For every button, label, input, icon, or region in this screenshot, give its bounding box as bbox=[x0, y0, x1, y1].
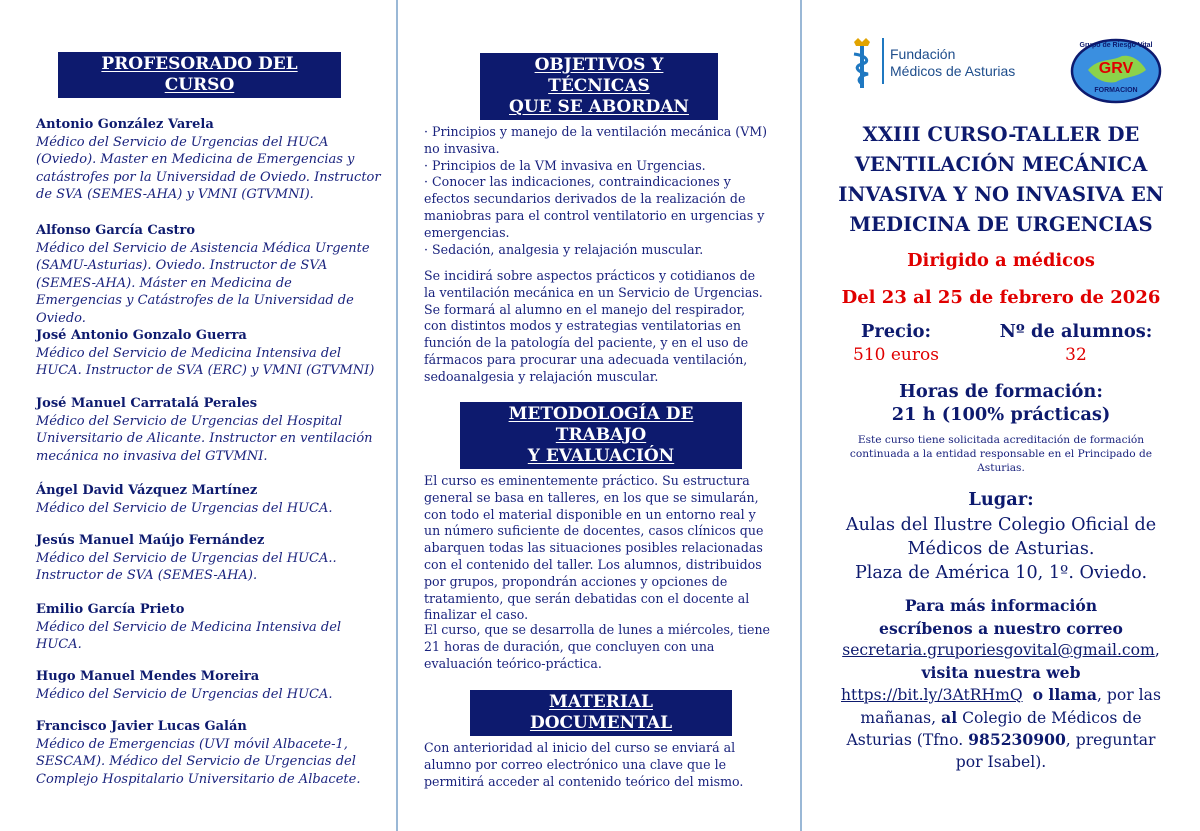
titulo-line1: XXIII CURSO-TALLER DE bbox=[862, 123, 1140, 146]
alumnos-valor: 32 bbox=[1065, 345, 1087, 365]
fundacion-emblem-icon bbox=[848, 36, 876, 90]
precio-label: Precio: bbox=[860, 321, 932, 342]
fundacion-logo-line1: Fundación bbox=[890, 46, 956, 62]
al: al bbox=[941, 707, 958, 727]
grv-logo-mid: GRV bbox=[1098, 60, 1134, 77]
contacto-info bbox=[826, 595, 1176, 773]
metodologia-parrafo-2: El curso, que se desarrolla de lunes a miércoles, tiene 21 horas de duración, que concluyen con una evaluación teórico-práctica. bbox=[424, 622, 771, 671]
objetivo-item: · Principios y manejo de la ventilación mecánica (VM) no invasiva. bbox=[424, 124, 768, 156]
profesor-nombre: Antonio González Varela bbox=[36, 117, 214, 132]
profesor-3 bbox=[36, 327, 381, 380]
por-isabel: por Isabel). bbox=[955, 752, 1047, 771]
profesor-2 bbox=[36, 222, 381, 327]
por-las: , por las bbox=[1096, 686, 1161, 704]
header-metodologia-line2: Y EVALUACIÓN bbox=[527, 446, 675, 466]
grv-logo bbox=[1070, 38, 1162, 104]
profesor-nombre: Ángel David Vázquez Martínez bbox=[36, 483, 258, 498]
objetivo-item: · Sedación, analgesia y relajación muscular. bbox=[424, 241, 704, 257]
header-material: MATERIAL DOCUMENTAL bbox=[470, 690, 732, 736]
grv-logo-bottom: FORMACION bbox=[1094, 87, 1138, 94]
preguntar: , preguntar bbox=[1065, 731, 1156, 749]
info-line1: Para más información bbox=[904, 596, 1098, 615]
profesor-desc: Médico del Servicio de Medicina Intensiva del HUCA. bbox=[36, 619, 342, 652]
objetivo-item: · Conocer las indicaciones, contraindicaciones y efectos secundarios derivados de la realización de maniobras para el control ventilatorio en urgencias y emergencias. bbox=[424, 174, 765, 240]
header-objetivos-line2: QUE SE ABORDAN bbox=[509, 97, 689, 117]
asturias-tfno: Asturias (Tfno. bbox=[846, 731, 964, 749]
profesor-1 bbox=[36, 116, 381, 204]
alumnos-label: Nº de alumnos: bbox=[999, 321, 1153, 342]
visita-web-label: visita nuestra web bbox=[921, 662, 1081, 682]
lugar-line3: Plaza de América 10, 1º. Oviedo. bbox=[854, 563, 1148, 583]
profesor-6 bbox=[36, 532, 381, 585]
precio-block bbox=[836, 320, 956, 367]
profesor-desc: Médico del Servicio de Asistencia Médica Urgente (SAMU-Asturias). Oviedo. Instructor de SVA (SEMES-AHA). Máster en Medicina de Emergencias y Catástrofes de la Universidad de Oviedo. bbox=[36, 240, 370, 326]
profesor-desc: Médico del Servicio de Urgencias del Hospital Universitario de Alicante. Instructor en ventilación mecánica no invasiva del GTVMNI. bbox=[36, 413, 373, 464]
fechas-curso: Del 23 al 25 de febrero de 2026 bbox=[841, 287, 1161, 308]
curso-titulo bbox=[826, 120, 1176, 240]
profesor-4 bbox=[36, 395, 381, 465]
profesor-desc: Médico del Servicio de Medicina Intensiva del HUCA. Instructor de SVA (ERC) y VMNI (GTVMNI) bbox=[36, 345, 375, 378]
header-objetivos bbox=[480, 53, 718, 120]
profesor-8 bbox=[36, 668, 381, 703]
profesor-nombre: José Antonio Gonzalo Guerra bbox=[36, 328, 247, 343]
profesor-nombre: Francisco Javier Lucas Galán bbox=[36, 719, 247, 734]
dirigido-a: Dirigido a médicos bbox=[907, 250, 1095, 271]
profesor-nombre: Emilio García Prieto bbox=[36, 602, 185, 617]
profesor-desc: Médico del Servicio de Urgencias del HUCA (Oviedo). Master en Medicina de Emergencias y catástrofes por la Universidad de Oviedo. Instructor de SVA (SEMES-AHA) y VMNI (GTVMNI). bbox=[36, 134, 381, 202]
column-divider-right bbox=[800, 0, 802, 831]
alumnos-block bbox=[992, 320, 1160, 367]
objetivo-item: · Principios de la VM invasiva en Urgencias. bbox=[424, 157, 706, 173]
acreditacion-nota: Este curso tiene solicitada acreditación de formación continuada a la entidad responsable en el Principado de Asturias. bbox=[849, 434, 1153, 474]
correo-coma: , bbox=[1154, 641, 1160, 659]
profesor-desc: Médico del Servicio de Urgencias del HUCA.. Instructor de SVA (SEMES-AHA). bbox=[36, 550, 337, 583]
header-metodologia-line1: METODOLOGÍA DE TRABAJO bbox=[508, 404, 694, 445]
titulo-line2: VENTILACIÓN MECÁNICA bbox=[854, 153, 1148, 176]
colegio: Colegio de Médicos de bbox=[962, 708, 1142, 727]
objetivos-list bbox=[424, 124, 770, 258]
lugar-label: Lugar: bbox=[968, 489, 1034, 510]
fundacion-logo bbox=[848, 34, 1028, 90]
profesor-desc: Médico de Emergencias (UVI móvil Albacete-1, SESCAM). Médico del Servicio de Urgencias del Complejo Hospitalario Universitario de Albacete. bbox=[36, 736, 361, 787]
profesor-desc: Médico del Servicio de Urgencias del HUCA. bbox=[36, 500, 333, 516]
lugar-line1: Aulas del Ilustre Colegio Oficial de bbox=[845, 515, 1157, 535]
material-parrafo: Con anterioridad al inicio del curso se enviará al alumno por correo electrónico una clave que le permitirá acceder al contenido teórico del mismo. bbox=[424, 740, 744, 789]
o-llama: o llama bbox=[1032, 685, 1097, 704]
grv-logo-top: Grupo de Riesgo Vital bbox=[1079, 42, 1153, 49]
profesor-9 bbox=[36, 718, 381, 788]
correo-link[interactable]: secretaria.gruporiesgovital@gmail.com bbox=[842, 641, 1155, 659]
profesor-nombre: Alfonso García Castro bbox=[36, 223, 196, 238]
lugar-direccion bbox=[826, 513, 1176, 585]
lugar-line2: Médicos de Asturias. bbox=[907, 539, 1095, 559]
fundacion-logo-line2: Médicos de Asturias bbox=[890, 63, 1016, 79]
profesor-7 bbox=[36, 601, 381, 654]
profesor-nombre: Hugo Manuel Mendes Moreira bbox=[36, 669, 260, 684]
column-divider-left bbox=[396, 0, 398, 831]
horas-line2: 21 h (100% prácticas) bbox=[891, 404, 1111, 425]
header-metodologia bbox=[460, 402, 742, 469]
web-link[interactable]: https://bit.ly/3AtRHmQ bbox=[841, 686, 1023, 704]
profesor-5 bbox=[36, 482, 381, 517]
profesor-nombre: José Manuel Carratalá Perales bbox=[36, 396, 258, 411]
titulo-line3: INVASIVA Y NO INVASIVA EN bbox=[838, 183, 1164, 206]
profesor-nombre: Jesús Manuel Maújo Fernández bbox=[36, 533, 265, 548]
metodologia-parrafo-1: El curso es eminentemente práctico. Su estructura general se basa en talleres, en los que se simularán, con todo el material disponible en un entorno real y un número suficiente de docentes, casos clínicos que abarquen todas las situaciones posibles relacionadas con el contenido del taller. Los alumnos, distribuidos por grupos, propondrán acciones y opciones de tratamiento, que serán debatidas con el docente al finalizar el caso. bbox=[424, 473, 764, 623]
telefono: 985230900 bbox=[968, 730, 1066, 749]
horas-formacion bbox=[826, 380, 1176, 426]
titulo-line4: MEDICINA DE URGENCIAS bbox=[849, 213, 1153, 236]
info-line2: escríbenos a nuestro correo bbox=[879, 618, 1123, 638]
fundacion-logo-text bbox=[890, 46, 1015, 80]
header-objetivos-line1: OBJETIVOS Y TÉCNICAS bbox=[534, 55, 664, 96]
horas-line1: Horas de formación: bbox=[899, 381, 1103, 402]
header-profesorado: PROFESORADO DEL CURSO bbox=[58, 52, 341, 98]
mananas: mañanas, bbox=[860, 708, 937, 727]
objetivos-parrafo: Se incidirá sobre aspectos prácticos y cotidianos de la ventilación mecánica en un Servicio de Urgencias. Se formará al alumno en el manejo del respirador, con distintos modos y estrategias ventilatorias en función de la patología del paciente, y en el uso de fármacos para procurar una adecuada ventilación, sedoanalgesia y relajación muscular. bbox=[424, 268, 763, 384]
profesor-desc: Médico del Servicio de Urgencias del HUCA. bbox=[36, 686, 333, 702]
fundacion-logo-rule bbox=[882, 38, 884, 84]
precio-valor: 510 euros bbox=[853, 345, 939, 365]
